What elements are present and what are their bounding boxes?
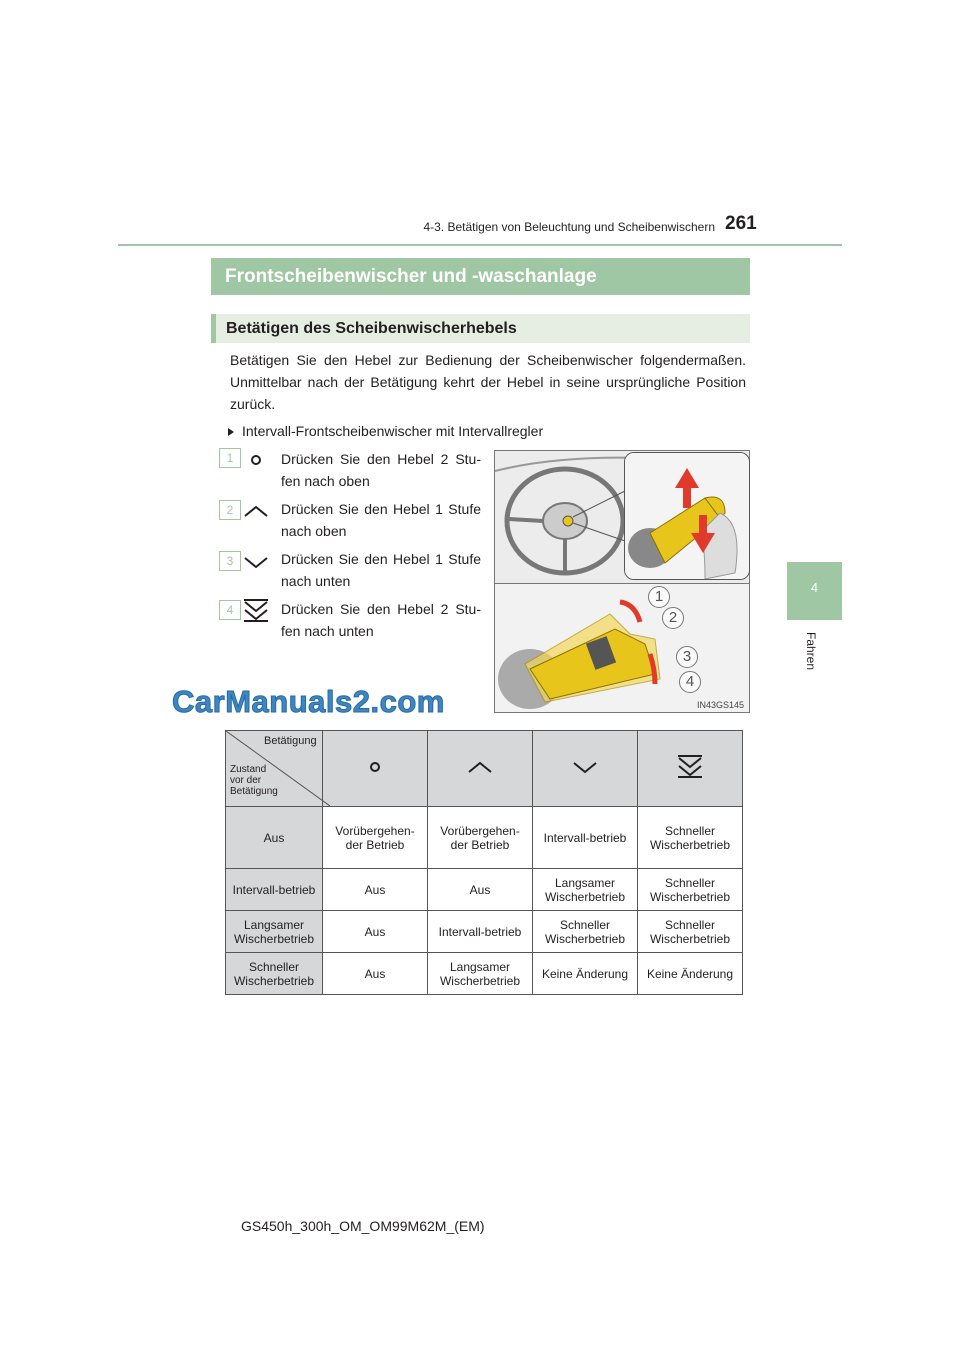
header-down-cell bbox=[533, 731, 638, 807]
watermark: CarManuals2.com bbox=[172, 684, 445, 719]
wiper-operation-table bbox=[225, 730, 743, 995]
table-cell: Schneller Wischerbetrieb bbox=[638, 807, 743, 869]
row-state: Aus bbox=[226, 807, 323, 869]
step-number-2: 2 bbox=[219, 500, 241, 520]
up-chevron-icon bbox=[465, 759, 495, 775]
table-cell: Schneller Wischerbetrieb bbox=[533, 911, 638, 953]
double-down-chevron-icon bbox=[241, 598, 271, 624]
table-row bbox=[226, 953, 743, 995]
row-state: Intervall-betrieb bbox=[226, 869, 323, 911]
corner-label-state: Zustand vor der Betätigung bbox=[230, 764, 278, 797]
table-cell: Schneller Wischerbetrieb bbox=[638, 869, 743, 911]
table-row bbox=[226, 869, 743, 911]
header-double-down-cell bbox=[638, 731, 743, 807]
table-row bbox=[226, 911, 743, 953]
table-cell: Aus bbox=[323, 869, 428, 911]
table-cell: Intervall-betrieb bbox=[533, 807, 638, 869]
subsection-title: Betätigen des Scheibenwischerhebels bbox=[211, 314, 750, 343]
footer-doc-id: GS450h_300h_OM_OM99M62M_(EM) bbox=[241, 1218, 485, 1234]
step-number-3: 3 bbox=[219, 551, 241, 571]
lever-closeup-inset bbox=[624, 452, 750, 580]
header-circle-cell bbox=[323, 731, 428, 807]
table-cell: Schneller Wischerbetrieb bbox=[638, 911, 743, 953]
table-cell: Keine Änderung bbox=[638, 953, 743, 995]
step-text-4: Drücken Sie den Hebel 2 Stu-fen nach unten bbox=[281, 601, 481, 639]
header-rule bbox=[118, 244, 842, 246]
table-cell: Intervall-betrieb bbox=[428, 911, 533, 953]
lever-positions-illustration bbox=[494, 583, 750, 713]
callout-4: 4 bbox=[679, 671, 701, 693]
lever-positions-drawing bbox=[495, 584, 749, 712]
table-cell: Aus bbox=[323, 911, 428, 953]
step-number-1: 1 bbox=[219, 448, 241, 468]
table-cell: Vorübergehen-der Betrieb bbox=[428, 807, 533, 869]
table-row bbox=[226, 807, 743, 869]
step-text-2: Drücken Sie den Hebel 1 Stufe nach oben bbox=[281, 501, 481, 539]
page-number: 261 bbox=[725, 213, 757, 234]
table-cell: Aus bbox=[428, 869, 533, 911]
row-state: Langsamer Wischerbetrieb bbox=[226, 911, 323, 953]
corner-label-operation: Betätigung bbox=[264, 735, 317, 747]
table-cell: Langsamer Wischerbetrieb bbox=[428, 953, 533, 995]
table-corner-cell bbox=[226, 731, 323, 807]
lever-closeup-drawing bbox=[625, 453, 749, 579]
section-title: Frontscheibenwischer und -waschanlage bbox=[211, 258, 750, 295]
circle-icon bbox=[360, 759, 390, 775]
double-down-chevron-icon bbox=[675, 754, 705, 780]
down-chevron-icon bbox=[570, 759, 600, 775]
body-text: Betätigen Sie den Hebel zur Bedienung der Scheibenwischer folgendermaßen. Unmittelbar nach der Betätigung kehrt der Hebel in seine ursprüngliche Position zurück. bbox=[230, 352, 746, 412]
chapter-header: 4-3. Betätigen von Beleuchtung und Scheibenwischern bbox=[423, 220, 715, 234]
chapter-tab-label: Fahren bbox=[804, 632, 818, 671]
table-cell: Vorübergehen-der Betrieb bbox=[323, 807, 428, 869]
step-number-4: 4 bbox=[219, 600, 241, 620]
up-chevron-icon bbox=[241, 503, 271, 519]
row-state: Schneller Wischerbetrieb bbox=[226, 953, 323, 995]
image-code: IN43GS145 bbox=[697, 700, 745, 710]
header-up-cell bbox=[428, 731, 533, 807]
circle-icon bbox=[241, 452, 271, 468]
step-text-1: Drücken Sie den Hebel 2 Stu-fen nach oben bbox=[281, 451, 481, 489]
bullet-item bbox=[228, 423, 543, 439]
step-text-3: Drücken Sie den Hebel 1 Stufe nach unten bbox=[281, 551, 481, 589]
callout-2: 2 bbox=[662, 607, 684, 629]
chapter-tab: 4 bbox=[787, 562, 842, 620]
table-cell: Keine Änderung bbox=[533, 953, 638, 995]
callout-1: 1 bbox=[648, 586, 670, 608]
table-header-row bbox=[226, 731, 743, 807]
down-chevron-icon bbox=[241, 554, 271, 570]
callout-3: 3 bbox=[676, 646, 698, 668]
table-cell: Langsamer Wischerbetrieb bbox=[533, 869, 638, 911]
table-cell: Aus bbox=[323, 953, 428, 995]
bullet-text: Intervall-Frontscheibenwischer mit Intervallregler bbox=[242, 423, 544, 439]
bullet-triangle-icon bbox=[228, 428, 234, 436]
